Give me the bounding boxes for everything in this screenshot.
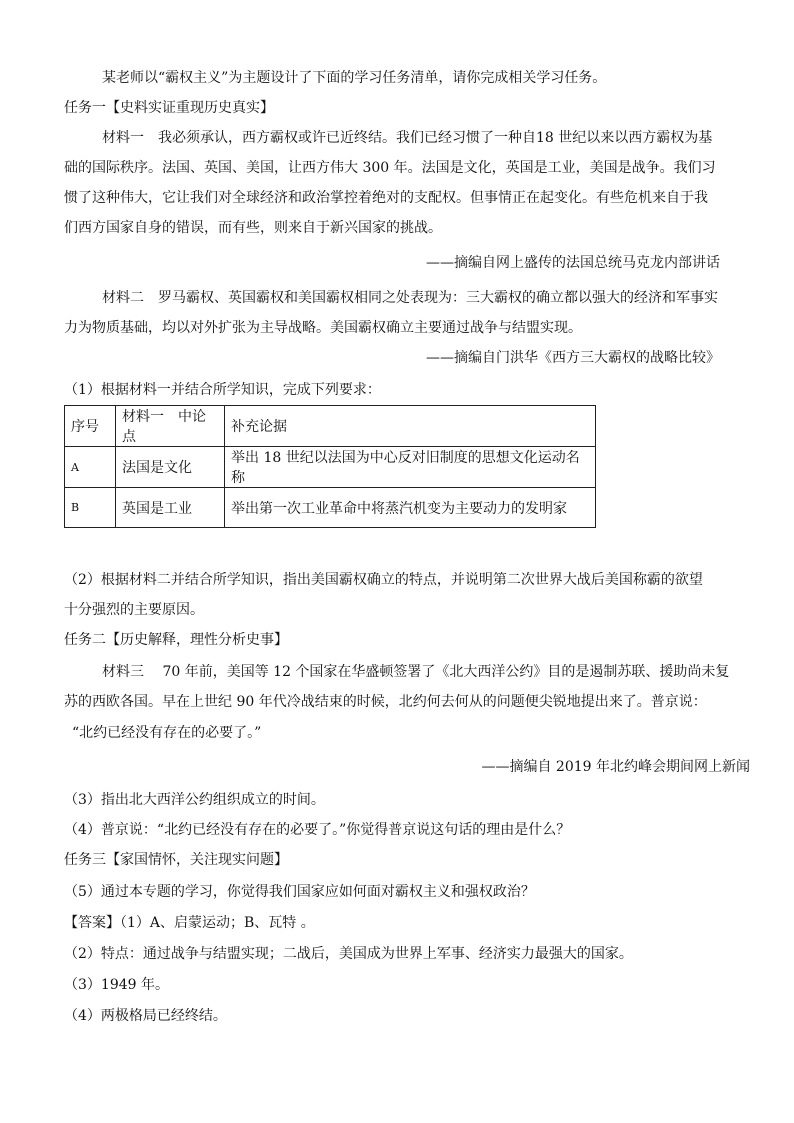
material1-line2: 础的国际秩序。法国、英国、美国，让西方伟大 300 年。法国是文化，英国是工业，美国是战争。我们习 <box>64 160 716 176</box>
table-row <box>65 447 596 488</box>
answer1: 【答案】（1）A、启蒙运动；B、瓦特 。 <box>64 915 315 931</box>
question2-line2: 十分强烈的主要原因。 <box>64 602 204 618</box>
answer3: （3）1949 年。 <box>64 977 169 993</box>
table-header-row <box>65 406 596 447</box>
table-cell: 举出 18 世纪以法国为中心反对旧制度的思想文化运动名称 <box>225 447 596 488</box>
source1: ——摘编自网上盛传的法国总统马克龙内部讲话 <box>426 255 720 271</box>
table-cell: A <box>65 447 116 488</box>
material3-line1: 材料三 70 年前，美国等 12 个国家在华盛顿签署了《北大西洋公约》目的是遏制苏联、援助尚未复 <box>102 664 730 680</box>
material3-line3: “北约已经没有存在的必要了。” <box>72 725 262 741</box>
table-header: 补充论据 <box>225 406 596 447</box>
table-cell: 举出第一次工业革命中将蒸汽机变为主要动力的发明家 <box>225 488 596 528</box>
material1-line4: 们西方国家自身的错误，而有些，则来自于新兴国家的挑战。 <box>64 220 442 236</box>
task1-title: 任务一【史料实证重现历史真实】 <box>64 100 274 116</box>
table-cell: 法国是文化 <box>116 447 225 488</box>
table-cell: 英国是工业 <box>116 488 225 528</box>
question1: （1）根据材料一并结合所学知识，完成下列要求： <box>64 382 381 398</box>
table-header: 材料一 中论点 <box>116 406 225 447</box>
task2-title: 任务二【历史解释，理性分析史事】 <box>64 632 288 648</box>
material2-line1: 材料二 罗马霸权、英国霸权和美国霸权相同之处表现为：三大霸权的确立都以强大的经济和军事实 <box>102 290 718 306</box>
material1-line1: 材料一 我必须承认，西方霸权或许已近终结。我们已经习惯了一种自18 世纪以来以西方霸权为基 <box>102 130 713 146</box>
task3-title: 任务三【家国情怀，关注现实问题】 <box>64 852 288 868</box>
material2-line2: 力为物质基础，均以对外扩张为主导战略。美国霸权确立主要通过战争与结盟实现。 <box>64 320 582 336</box>
answer2: （2）特点：通过战争与结盟实现；二战后，美国成为世界上军事、经济实力最强大的国家。 <box>64 946 633 962</box>
source3: ——摘编自 2019 年北约峰会期间网上新闻 <box>481 759 750 775</box>
question3: （3）指出北大西洋公约组织成立的时间。 <box>64 792 325 808</box>
source2: ——摘编自门洪华《西方三大霸权的战略比较》 <box>426 350 720 366</box>
table-cell: B <box>65 488 116 528</box>
question5: （5）通过本专题的学习，你觉得我们国家应如何面对霸权主义和强权政治？ <box>64 884 535 900</box>
intro-text: 某老师以“霸权主义”为主题设计了下面的学习任务清单，请你完成相关学习任务。 <box>102 70 607 86</box>
table-row <box>65 488 596 528</box>
task-table <box>64 405 596 528</box>
answer4: （4）两极格局已经终结。 <box>64 1008 227 1024</box>
table-header: 序号 <box>65 406 116 447</box>
material3-line2: 苏的西欧各国。早在上世纪 90 年代冷战结束的时候，北约何去何从的问题便尖锐地提出来了。普京说： <box>64 694 707 710</box>
question4: （4）普京说：“北约已经没有存在的必要了。”你觉得普京说这句话的理由是什么？ <box>64 822 571 838</box>
question2-line1: （2）根据材料二并结合所学知识，指出美国霸权确立的特点，并说明第二次世界大战后美国称霸的欲望 <box>64 572 703 588</box>
material1-line3: 惯了这种伟大，它让我们对全球经济和政治掌控着绝对的支配权。但事情正在起变化。有些危机来自于我 <box>64 190 708 206</box>
